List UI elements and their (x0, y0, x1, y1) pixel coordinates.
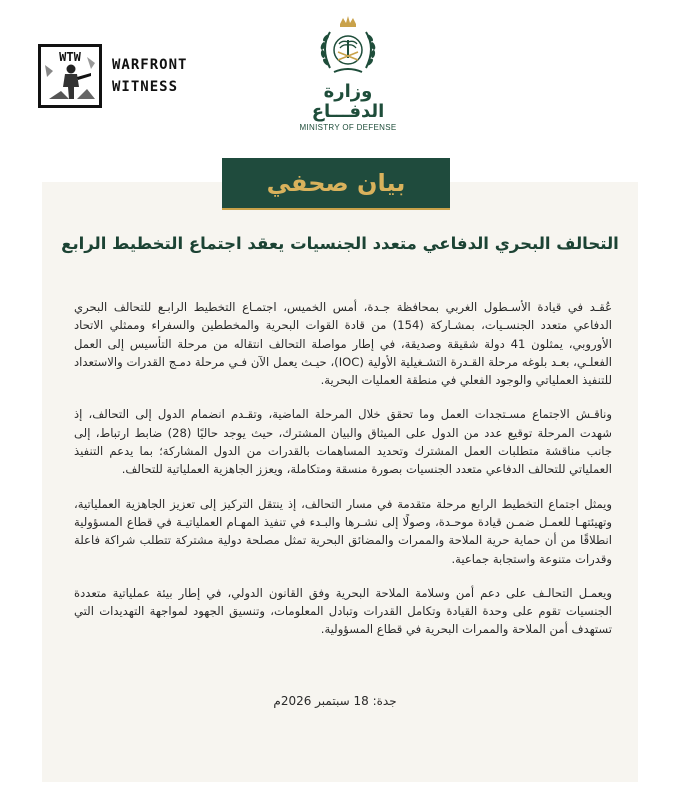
ministry-arabic-name: وزارة الدفـــاع (311, 81, 385, 122)
paragraph: ويعمـل التحالـف على دعم أمن وسلامة الملاحة البحرية وفق القانون الدولي، في إطار بيئة عملياتية متعددة الجنسيات تقوم على وحدة القيادة وتكامل القدرات وتبادل المعلومات، وتنسيق الجهود لمواجهة التهديدات التي تستهدف أمن الملاحة والممرات البحرية في قطاع المسؤولية. (74, 585, 612, 637)
press-release-banner (222, 158, 450, 210)
brand-line-2: WITNESS (112, 79, 179, 95)
ministry-of-defense-logo (292, 12, 404, 132)
ministry-english-name: MINISTRY OF DEFENSE (299, 123, 397, 132)
paragraph: عُقـد في قيادة الأسـطول الغربي بمحافظة جـدة، أمس الخميس، اجتمـاع التخطيط الرابـع للتحالف البحري الدفاعي متعدد الجنسـيات، بمشـاركة (154) من قادة القوات البحرية والمخططين والسفراء وممثلي الاتحاد الأوروبي، يمثلون 41 دولة شقيقة وصديقة، في إطار مواصلة التحالف انتقاله من مرحلة التأسيس إلى العمل الفعلـي، بعـد بلوغه مرحلة القـدرة التشـغيلية الأولية (IOC)، حيـث يعمل الآن فـي مرحلة دمـج القدرات والاستعداد للتنفيذ العملياتي والوجود الفعلي في منطقة العمليات البحرية. (74, 300, 613, 388)
brand-line-1: WARFRONT (112, 57, 188, 73)
statement-body (74, 298, 612, 655)
banner-title: بيان صحفي (266, 169, 406, 197)
paragraph: وناقـش الاجتماع مسـتجدات العمل وما تحقق خلال المرحلة الماضية، وتقـدم انضمام الدول إلى التحالف، إذ شهدت المرحلة توقيع عدد من الدول على الميثاق والبيان المشترك، حيث يوجد حاليًا (28) ضابط ارتباط، إلى جانب مناقشة متطلبات العمل المشترك وتحديد المساهمات بالقدرات من الدول المشاركة؛ بما يدعم التنفيذ العملياتي للتحالف الدفاعي متعدد الجنسيات بصورة منسقة ومتكاملة، ويعزز الجاهزية العملياتية للتحالف. (74, 407, 612, 477)
warfront-witness-brand (38, 44, 187, 108)
headline: التحالف البحري الدفاعي متعدد الجنسيات يعقد اجتماع التخطيط الرابع (61, 234, 619, 253)
ministry-emblem-icon (312, 12, 384, 80)
statement-date: جدة: 18 سبتمبر 2026م (273, 694, 397, 708)
logo-mark-text: WTW (59, 50, 81, 64)
warfront-witness-name (112, 54, 187, 98)
paragraph: ويمثل اجتماع التخطيط الرابع مرحلة متقدمة في مسار التحالف، إذ ينتقل التركيز إلى تعزيز الجاهزية العملياتية، وتهيئتهـا للعمـل ضمـن قيادة موحـدة، وصولًا إلى نشـرها والبـدء في تنفيذ المهـام العملياتيـة في قطاع المسؤولية انطلاقًا من أن حماية حرية الملاحة والممرات والمضائق البحرية تمثل مصلحة دولية مشتركة تتطلب شراكة فاعلة وقدرات متنوعة واستجابة جماعية. (74, 496, 612, 566)
warfront-witness-logo-icon (38, 44, 102, 108)
